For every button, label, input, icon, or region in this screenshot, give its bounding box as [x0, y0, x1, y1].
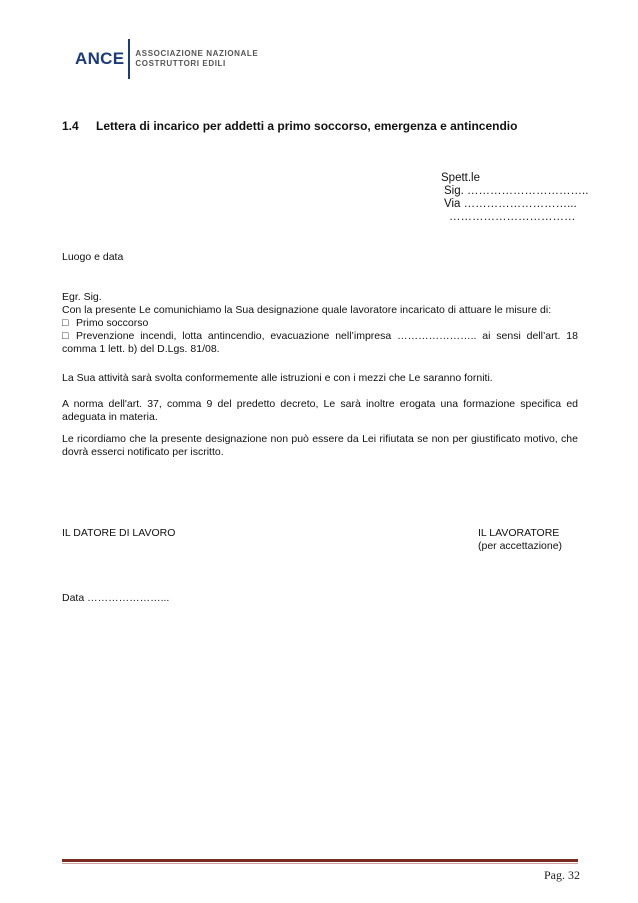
paragraph-activity: La Sua attività sarà svolta conformemente alle istruzioni e con i mezzi che Le saranno forniti. [62, 372, 493, 384]
employer-signature-label: IL DATORE DI LAVORO [62, 527, 176, 539]
logo-subtitle-line2: COSTRUTTORI EDILI [135, 59, 226, 68]
paragraph-designation: Le ricordiamo che la presente designazione non può essere da Lei rifiutata se non per giustificato motivo, che dovrà esserci notificato per iscritto. [62, 433, 578, 458]
checkbox-item-first-aid [62, 317, 578, 330]
worker-signature-block [478, 527, 562, 553]
worker-signature-note: (per accettazione) [478, 540, 563, 552]
worker-signature-label: IL LAVORATORE [478, 527, 560, 539]
checkbox-item-fire-prevention [62, 330, 578, 356]
logo-subtitle [135, 49, 258, 69]
page-number: Pag. 32 [544, 868, 580, 882]
address-line-2: Sig. ………………………….. [444, 185, 589, 197]
date-line: Data …………………... [62, 592, 170, 604]
intro-text: Con la presente Le comunichiamo la Sua designazione quale lavoratore incaricato di attuare le misure di: [62, 304, 552, 316]
checkbox-icon: □ [62, 330, 69, 342]
ance-logo [75, 38, 258, 80]
checkbox-label-fire-prevention: Prevenzione incendi, lotta antincendio, evacuazione nell’impresa ………………….. ai sensi dell’art. 18 comma 1 lett. b) del D.Lgs. 81/08. [62, 330, 578, 355]
section-heading [62, 119, 517, 133]
logo-subtitle-line1: ASSOCIAZIONE NAZIONALE [135, 49, 259, 58]
paragraph-training: A norma dell'art. 37, comma 9 del predetto decreto, Le sarà inoltre erogata una formazione specifica ed adeguata in materia. [62, 398, 578, 423]
address-line-4: …………………………… [449, 211, 576, 223]
section-number: 1.4 [62, 119, 79, 133]
footer-rule-thin [62, 863, 578, 864]
salutation: Egr. Sig. [62, 291, 102, 303]
logo-divider [128, 39, 130, 79]
recipient-address [441, 172, 588, 224]
address-line-3: Via ………………………... [444, 198, 577, 210]
address-line-1: Spett.le [441, 172, 480, 184]
section-title: Lettera di incarico per addetti a primo soccorso, emergenza e antincendio [96, 119, 518, 133]
checkbox-label-first-aid: Primo soccorso [76, 317, 149, 329]
checkbox-icon: □ [62, 317, 69, 329]
footer-rule [62, 859, 578, 862]
place-date-label: Luogo e data [62, 251, 124, 263]
logo-ance-text: ANCE [75, 49, 125, 68]
